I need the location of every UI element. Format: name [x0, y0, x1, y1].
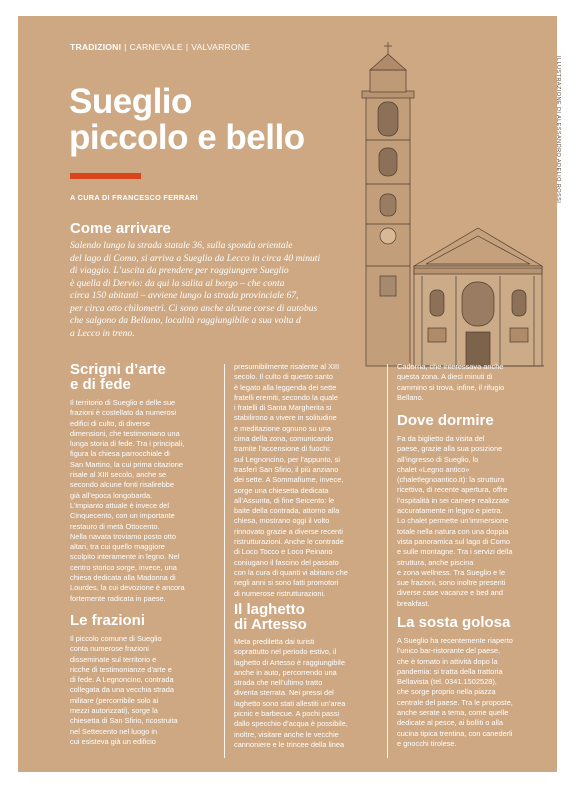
- page-title-line-2: piccolo e bello: [69, 118, 305, 157]
- column-divider: [387, 364, 388, 758]
- heading-laghetto: Il laghetto di Artesso: [234, 601, 307, 633]
- text-line: baite della contrada, attorno alla: [234, 506, 340, 516]
- text-line: sorge una chiesetta dedicata: [234, 485, 329, 495]
- breadcrumb-separator: |: [185, 42, 189, 52]
- heading-dove-dormire: Dove dormire: [397, 412, 494, 429]
- text-line: di Loco Tocco e Loco Peinano: [234, 547, 333, 557]
- text-line: nel Settecento nel luogo in: [70, 726, 158, 736]
- text-line: cammino si trova, infine, il rifugio: [397, 382, 505, 392]
- text-line: i fratelli di Santa Margherita si: [234, 403, 332, 413]
- text-line: accuratamente in legno e pietra.: [397, 506, 503, 516]
- text-line: centro storico sorge, invece, una: [70, 562, 177, 572]
- text-line: totale nella natura con una doppia: [397, 526, 509, 536]
- text-line: dallo specchio d’acqua è possibile,: [234, 719, 348, 729]
- text-line: Il territorio di Sueglio e delle sue: [70, 398, 176, 407]
- text-line: già all’epoca longobarda.: [70, 490, 153, 500]
- text-frazioni: [70, 634, 230, 747]
- text-line: scolpito interamente in legno. Nel: [70, 552, 180, 562]
- text-col3: [397, 362, 557, 403]
- text-line: chiesa dedicata alla Madonna di: [70, 573, 176, 583]
- text-line: A Sueglio ha recentemente riaperto: [397, 636, 513, 645]
- text-line: che salgono da Bellano, località raggiungibile a sua volta d: [70, 315, 301, 326]
- text-line: presumibilmente risalente al XIII: [234, 362, 340, 371]
- illustration-credit: ILLUSTRAZIONE DI ALESSANDRO ADELIO ROSSI: [555, 56, 561, 204]
- text-line: rinnovato grazie a diverse recenti: [234, 526, 343, 536]
- text-line: Nella navata troviamo posto otto: [70, 531, 176, 541]
- accent-rule: [70, 173, 141, 179]
- page-title: [69, 84, 305, 156]
- text-line: Cadorna, che interessava anche: [397, 362, 504, 371]
- text-line: l’ospitalità in sei camere realizzate: [397, 495, 510, 505]
- text-line: edifici di culto, di diverse: [70, 418, 151, 428]
- text-line: Meta prediletta dai turisti: [234, 637, 315, 646]
- text-line: dei sette. A Sommafiume, invece,: [234, 475, 344, 485]
- heading-scrigni: Scrigni d’arte e di fede: [70, 361, 166, 393]
- text-line: diverse case vacanze e bed and: [397, 588, 504, 598]
- text-line: pandemia: si tratta della trattoria: [397, 666, 503, 676]
- breadcrumb-tag-carnevale: CARNEVALE: [129, 42, 183, 52]
- text-line: strada che nell’ultimo tratto: [234, 678, 323, 688]
- text-line: sul Legnoncino, per l’appunto, si: [234, 454, 341, 464]
- text-line: collegata da una vecchia strada: [70, 685, 174, 695]
- heading-frazioni: Le frazioni: [70, 612, 146, 629]
- text-line: Bellano.: [397, 392, 424, 402]
- text-line: di viaggio. L’uscita da prendere per raggiungere Sueglio: [70, 265, 289, 276]
- text-line: e gnocchi tirolese.: [397, 738, 457, 748]
- text-line: cucina tipica trentina, con canederli: [397, 728, 513, 738]
- text-line: e meditazione ognuno su una: [234, 423, 331, 433]
- text-line: con la cura di quanti vi abitano che: [234, 567, 348, 577]
- text-line: figura la chiesa parrocchiale di: [70, 449, 170, 459]
- text-line: soprattutto nel periodo estivo, il: [234, 647, 337, 657]
- text-line: coniugano il fascino del passato: [234, 557, 339, 567]
- text-line: cui esisteva già un edificio: [70, 736, 156, 746]
- text-line: lunga storia di fede. Tra i principali,: [70, 439, 185, 449]
- text-line: circa 150 abitanti – avviene lungo la strada provinciale 67,: [70, 290, 299, 301]
- text-line: picnic e barbecue. A pochi passi: [234, 709, 340, 719]
- text-line: risale al XIII secolo, anche se: [70, 470, 167, 480]
- text-line: Fa da biglietto da visita del: [397, 434, 485, 443]
- column-divider: [224, 364, 225, 758]
- text-line: laghetto sono stati allestiti un’area: [234, 698, 346, 708]
- text-line: mezzi autorizzati), sorge la: [70, 706, 158, 716]
- church-illustration: [318, 36, 554, 376]
- text-line: Lo chalet permette un’immersione: [397, 516, 509, 526]
- page-title-line-1: Sueglio: [69, 82, 192, 121]
- text-line: L’impianto attuale è invece del: [70, 500, 170, 510]
- text-dove-dormire: [397, 434, 557, 609]
- text-sosta-golosa: [397, 636, 557, 749]
- text-line: restauro di metà Ottocento.: [70, 521, 160, 531]
- text-line: vista panoramica sul lago di Como: [397, 536, 510, 546]
- text-line: ricettiva, di recente apertura, offre: [397, 485, 508, 495]
- text-line: a Lecco in treno.: [70, 327, 135, 339]
- text-line: ristrutturazioni. Anche le contrade: [234, 537, 344, 547]
- text-line: l’unico bar-ristorante del paese,: [397, 646, 501, 656]
- breadcrumb-section: TRADIZIONI: [70, 42, 122, 52]
- text-line: diventa sterrata. Nei pressi del: [234, 688, 334, 698]
- breadcrumb: [70, 42, 250, 52]
- text-line: dedicate al pesce, ai bolliti o alla: [397, 718, 503, 728]
- text-line: stabilirono a vivere in solitudine: [234, 413, 337, 423]
- text-line: militare (percorribile solo ai: [70, 695, 159, 705]
- text-line: disseminate sul territorio e: [70, 654, 157, 664]
- text-line: inoltre, visitare anche le vecchie: [234, 729, 339, 739]
- text-line: laghetto di Artesso è raggiungibile: [234, 657, 345, 667]
- text-line: anche in auto, percorrendo una: [234, 667, 337, 677]
- text-line: fortemente radicata in paese.: [70, 593, 166, 603]
- text-line: che sorge proprio nella piazza: [397, 687, 496, 697]
- breadcrumb-separator: |: [124, 42, 127, 52]
- text-line: sue frazioni, sono inoltre presenti: [397, 578, 506, 588]
- text-line: dimensioni, che testimoniano una: [70, 428, 180, 438]
- text-line: è legato alla leggenda dei sette: [234, 382, 337, 392]
- text-line: e sulle montagne. Tra i servizi della: [397, 547, 513, 557]
- heading-come-arrivare: Come arrivare: [70, 220, 171, 237]
- breadcrumb-tag-valvarrone: VALVARRONE: [191, 42, 251, 52]
- text-line: di numerose ristrutturazioni.: [234, 588, 326, 598]
- text-line: San Martino, la cui prima citazione: [70, 459, 183, 469]
- heading-sosta-golosa: La sosta golosa: [397, 614, 511, 631]
- text-scrigni: [70, 398, 230, 604]
- text-line: anche serate a tema, come quelle: [397, 708, 509, 718]
- text-col2: [234, 362, 396, 599]
- text-line: altari, tra cui quello maggiore: [70, 542, 165, 552]
- text-line: ricche di testimonianze d’arte e: [70, 664, 172, 674]
- text-line: secondo alcune fonti risalirebbe: [70, 480, 174, 490]
- text-line: fratelli eremiti, secondo la quale: [234, 392, 338, 402]
- text-line: centrale del paese. Tra le proposte,: [397, 697, 513, 707]
- text-line: Cinquecento, con un importante: [70, 511, 175, 521]
- text-line: negli anni si sono fatti promotori: [234, 578, 339, 588]
- text-line: breakfast.: [397, 598, 430, 608]
- text-line: Il piccolo comune di Sueglio: [70, 634, 162, 643]
- text-line: all’Assunta, di fine Seicento: le: [234, 495, 335, 505]
- text-line: chalet «Legno antico»: [397, 464, 470, 474]
- text-line: e zona wellness. Tra Sueglio e le: [397, 567, 506, 577]
- text-line: è quella di Dervio: da qui la salita al borgo – che conta: [70, 277, 285, 289]
- text-line: conta numerose frazioni: [70, 644, 149, 654]
- text-line: (chaletlegnoantico.it): la struttura: [397, 475, 505, 485]
- text-line: di fede. A Legnoncino, contrada: [70, 675, 174, 685]
- text-line: all’ingresso di Sueglio, lo: [397, 454, 479, 464]
- text-line: questa zona. A dieci minuti di: [397, 372, 493, 382]
- magazine-page: [18, 16, 561, 772]
- text-line: Salendo lungo la strada statale 36, sulla sponda orientale: [70, 240, 293, 251]
- text-line: per circa otto chilometri. Ci sono anche alcune corse di autobus: [70, 302, 318, 314]
- text-line: tramite l’accensione di fuochi:: [234, 444, 331, 454]
- text-line: Lourdes, la cui devozione è ancora: [70, 583, 185, 593]
- text-line: cannoniere e le trincee della linea: [234, 739, 345, 749]
- text-line: secolo. Il culto di questo santo: [234, 372, 334, 382]
- text-line: Bellavista (tel. 0341.1502528),: [397, 677, 497, 687]
- text-line: trasferì San Sfirio, il più anziano: [234, 464, 339, 474]
- text-line: frazioni è costellato da numerosi: [70, 408, 176, 418]
- text-line: paese, grazie alla sua posizione: [397, 444, 503, 454]
- text-line: chiesetta di San Sfirio, ricostruita: [70, 716, 178, 726]
- text-line: cima della zona, comunicando: [234, 434, 334, 444]
- text-line: del lago di Como, si arriva a Sueglio da Lecco in circa 40 minuti: [70, 252, 321, 264]
- byline: A CURA DI FRANCESCO FERRARI: [70, 193, 198, 202]
- text-line: chiesa, mostrano oggi il volto: [234, 516, 330, 526]
- text-line: che è tornato in attività dopo la: [397, 656, 498, 666]
- text-laghetto: [234, 637, 396, 750]
- text-line: struttura, anche piscina: [397, 557, 474, 567]
